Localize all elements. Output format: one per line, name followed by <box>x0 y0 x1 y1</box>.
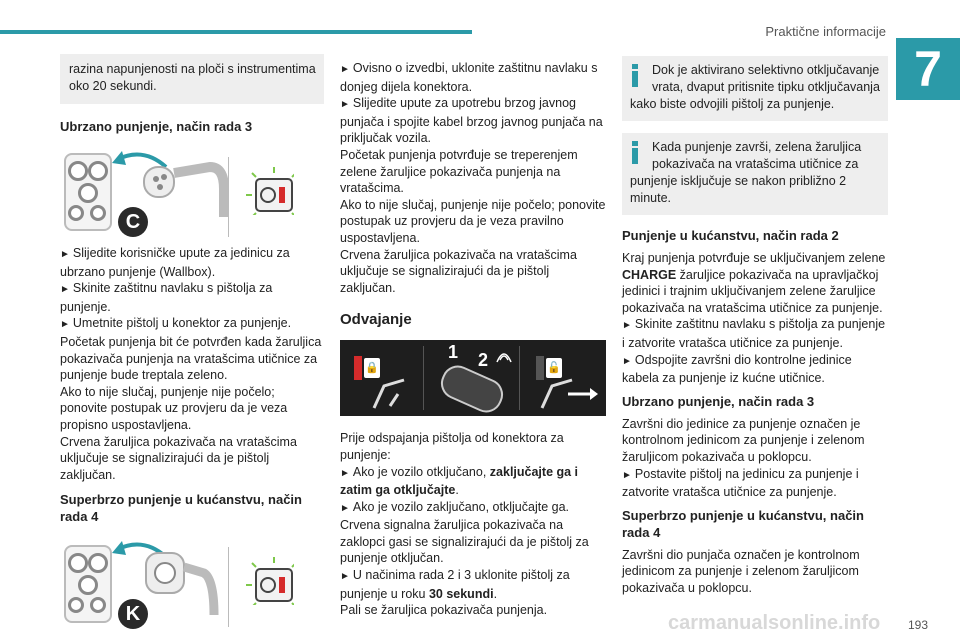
step-text: ► Skinite zaštitnu navlaku s pištolja za punjenje i zatvorite vratašca utičnice za punjenje. <box>622 316 888 351</box>
body-text: Crvena žaruljica pokazivača na vratašcima uključuje se signalizirajući da je pištolj zaključan. <box>60 434 297 482</box>
info-icon <box>632 64 638 86</box>
step-number: 2 <box>478 350 489 371</box>
lock-indicator-icon <box>246 167 294 215</box>
step-text: ► Ako je vozilo zaključano, otključajte ga. <box>340 499 606 518</box>
heading-mode-3: Ubrzano punjenje, način rada 3 <box>60 119 253 134</box>
heading-mode-4: Superbrzo punjenje u kućanstvu, način rada 4 <box>622 507 864 540</box>
step-number: 1 <box>448 342 459 363</box>
body-text: Crvena žaruljica pokazivača na vratašcima uključuje se signalizirajući da je pištolj zaključan. <box>340 247 577 295</box>
page-number: 193 <box>908 618 929 632</box>
body-text: Ako to nije slučaj, punjenje nije počelo; ponovite postupak uz provjeru da je veza propisno uspostavljena. <box>60 384 288 432</box>
step-text: ► Ovisno o izvedbi, uklonite zaštitnu navlaku s donjeg dijela konektora. <box>340 60 606 95</box>
step-text: ► Ako je vozilo otključano, zaključajte ga i zatim ga otključajte. <box>340 464 606 499</box>
figure-panel-locked <box>340 346 424 410</box>
charging-gun-icon <box>370 376 410 410</box>
step-text: ► Postavite pištolj na jedinicu za punjenje i zatvorite vratašca utičnice za punjenje. <box>622 466 888 501</box>
charging-gun-icon <box>538 376 598 410</box>
body-text: Kraj punjenja potvrđuje se uključivanjem zelene CHARGE žaruljice pokazivača na upravljačkoj jedinici i trajnim uključivanjem zelene žaruljice pokazivača na vratašcima utičnice za punjenje. <box>622 251 886 315</box>
badge-letter-c: C <box>118 207 148 237</box>
step-text: ► Umetnite pištolj u konektor za punjenje. <box>60 315 324 334</box>
heading-mode-4: Superbrzo punjenje u kućanstvu, način rada 4 <box>60 492 302 525</box>
step-text: ► Skinite zaštitnu navlaku s pištolja za punjenje. <box>60 280 324 315</box>
figure-divider <box>228 157 229 237</box>
figure-panel-unlocked <box>522 346 606 410</box>
lock-indicator-icon <box>246 557 294 605</box>
body-text: Crvena signalna žaruljica pokazivača na zaklopci gasi se signalizirajući da je pištolj za punjenje otključan. <box>340 518 589 566</box>
info-icon <box>632 141 638 163</box>
heading-odvajanje: Odvajanje <box>340 311 412 329</box>
badge-letter-k: K <box>118 599 148 629</box>
header-accent-bar <box>0 30 472 34</box>
column-3 <box>622 56 888 597</box>
unlock-icon: 🔓 <box>546 358 562 378</box>
step-text: ► Slijedite korisničke upute za jedinicu za ubrzano punjenje (Wallbox). <box>60 245 324 280</box>
body-text: Prije odspajanja pištolja od konektora za punjenje: <box>340 431 564 462</box>
step-text: ► Slijedite upute za upotrebu brzog javnog punjača i spojite kabel brzog javnog punjača na priključak vozila. <box>340 95 606 147</box>
info-note: Kada punjenje završi, zelena žaruljica pokazivača na vratašcima utičnice za punjenje isključuje se nakon približno 2 minute. <box>622 133 888 215</box>
chapter-number-tab: 7 <box>896 38 960 100</box>
step-text: ► Odspojite završni dio kontrolne jedinice kabela za punjenje iz kućne utičnice. <box>622 352 888 387</box>
body-text: Završni dio jedinice za punjenje označen je kontrolnom jedinicom za punjenje i zelenom žaruljicom pokazivača u poklopcu. <box>622 416 865 464</box>
heading-mode-2: Punjenje u kućanstvu, način rada 2 <box>622 228 839 243</box>
info-note: Dok je aktivirano selektivno otključavanje vrata, dvaput pritisnite tipku otključavanja kako biste odvojili pištolj za punjenje. <box>622 56 888 121</box>
figure-panel-key <box>426 342 520 410</box>
column-1 <box>60 54 324 635</box>
key-fob-icon <box>436 361 508 418</box>
charging-socket-icon <box>64 545 112 623</box>
wireless-signal-icon <box>496 348 512 364</box>
figure-superfast-plug <box>60 537 324 635</box>
body-text: Pali se žaruljica pokazivača punjenja. <box>340 603 548 618</box>
heading-mode-3: Ubrzano punjenje, način rada 3 <box>622 393 815 409</box>
figure-divider <box>228 547 229 627</box>
charging-socket-icon <box>64 153 112 231</box>
charging-gun-icon <box>140 159 230 219</box>
step-text: ► U načinima rada 2 i 3 uklonite pištolj za punjenje u roku 30 sekundi. <box>340 567 606 602</box>
figure-wallbox-plug <box>60 143 324 241</box>
body-text: Početak punjenja bit će potvrđen kada žaruljica pokazivača punjenja na vratašcima utičnice za punjenje bude treptala zeleno. <box>60 334 322 383</box>
figure-unlock-sequence <box>340 340 606 416</box>
watermark: carmanualsonline.info <box>668 612 881 634</box>
lock-icon: 🔒 <box>364 358 380 378</box>
note-box: razina napunjenosti na ploči s instrumentima oko 20 sekundi. <box>60 54 324 104</box>
column-2 <box>340 60 606 619</box>
page-header-title: Praktične informacije <box>765 24 886 39</box>
charging-gun-icon <box>144 549 224 619</box>
body-text: Ako to nije slučaj, punjenje nije počelo; ponovite postupak uz provjeru da je veza pravilno uspostavljena. <box>340 197 606 245</box>
body-text: Završni dio punjača označen je kontrolnom jedinicom za punjenje i zelenom žaruljicom pokazivača u poklopcu. <box>622 547 860 595</box>
body-text: Početak punjenja potvrđuje se treperenjem zelene žaruljice pokazivača punjenja na vratašcima. <box>340 147 578 196</box>
